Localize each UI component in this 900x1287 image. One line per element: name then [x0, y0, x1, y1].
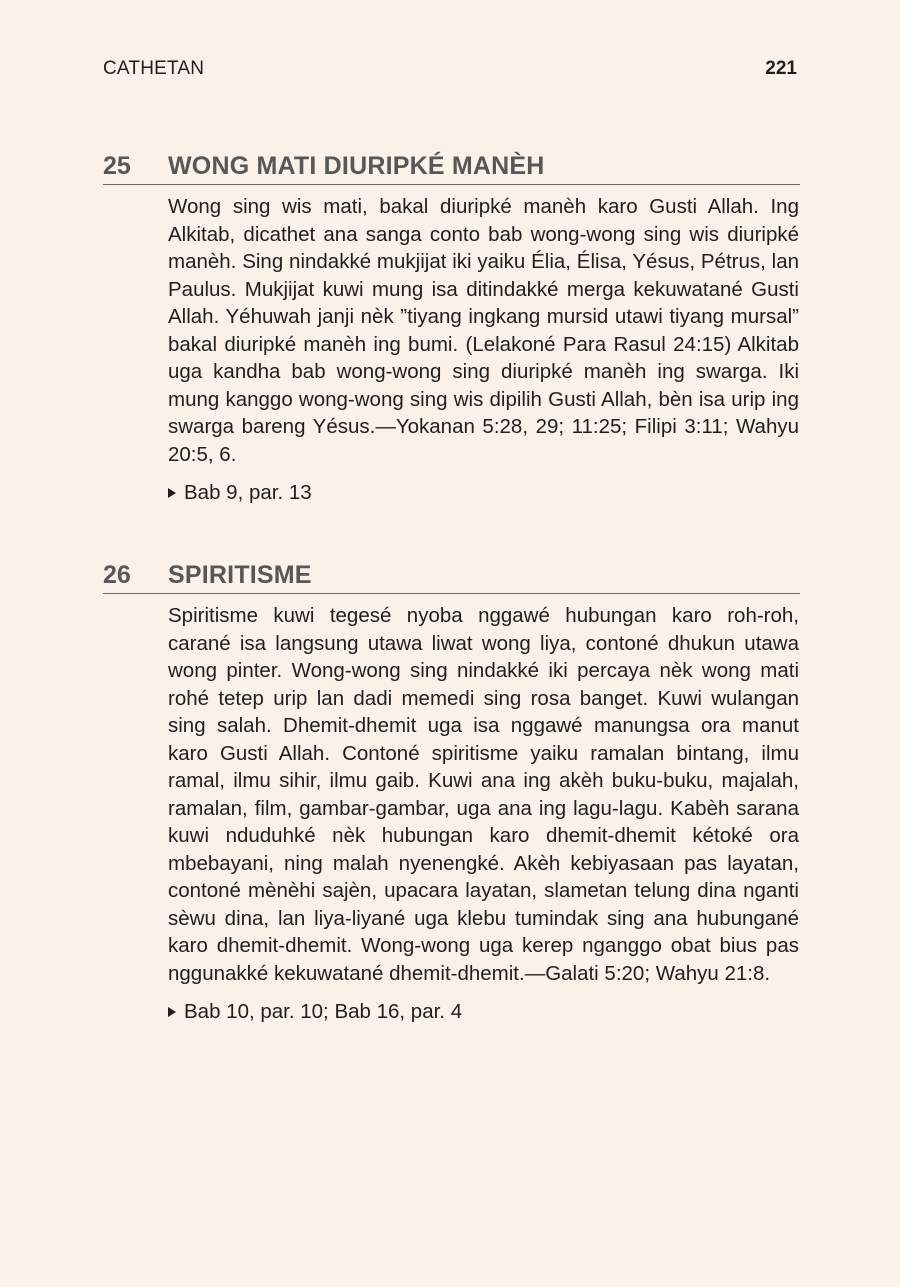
- cross-reference[interactable]: [168, 479, 800, 507]
- section-heading: [103, 152, 800, 185]
- cross-reference-text: Bab 10, par. 10; Bab 16, par. 4: [184, 1000, 463, 1023]
- section-body: Spiritisme kuwi tegesé nyoba nggawé hubungan karo roh-roh, carané isa langsung utawa liwat wong liya, contoné dhukun utawa wong pinter. Wong-wong sing nindakké iki percaya nèk wong mati rohé tetep urip lan dadi memedi sing rosa banget. Kuwi wulangan sing salah. Dhemit-dhemit uga isa nggawé manungsa ora manut karo Gusti Allah. Contoné spiritisme yaiku ramalan bintang, ilmu ramal, ilmu sihir, ilmu gaib. Kuwi ana ing akèh buku-buku, majalah, ramalan, film, gambar-gambar, uga ana ing lagu-lagu. Kabèh sarana kuwi nduduhké nèk hubungan karo dhemit-dhemit kétoké ora mbebayani, ning malah nyenengké. Akèh kebiyasaan pas layatan, contoné mènèhi sajèn, upacara layatan, slametan telung dina nganti sèwu dina, lan liya-liyané uga klebu tumindak sing ana hubungané karo dhemit-dhemit. Wong-wong uga kerep nganggo obat bius pas nggunakké kekuwatané dhemit-dhemit.—Galati 5:20; Wahyu 21:8.: [168, 604, 799, 985]
- section-title: WONG MATI DIURIPKÉ MANÈH: [168, 152, 545, 180]
- section-25: [103, 152, 800, 507]
- section-title: SPIRITISME: [168, 561, 312, 589]
- triangle-right-icon: [168, 1007, 176, 1017]
- section-body: Wong sing wis mati, bakal diuripké manèh karo Gusti Allah. Ing Alkitab, dicathet ana sanga conto bab wong-wong sing wis diuripké manèh. Sing nindakké mukjijat iki yaiku Élia, Élisa, Yésus, Pétrus, lan Paulus. Mukjijat kuwi mung isa ditindakké merga kekuwatané Gusti Allah. Yéhuwah janji nèk ”tiyang ingkang mursid utawi tiyang mursal” bakal diuripké manèh ing bumi. (Lelakoné Para Rasul 24:15) Alkitab uga kandha bab wong-wong sing diuripké manèh ing swarga. Iki mung kanggo wong-wong sing wis dipilih Gusti Allah, bèn isa urip ing swarga bareng Yésus.—Yokanan 5:28, 29; 11:25; Filipi 3:11; Wahyu 20:5, 6.: [168, 195, 799, 466]
- section-number: 26: [103, 561, 131, 589]
- section-heading: [103, 561, 800, 594]
- page-number: 221: [765, 58, 797, 79]
- running-head: [103, 58, 797, 84]
- running-title: CATHETAN: [103, 58, 205, 79]
- section-26: [103, 561, 800, 1026]
- cross-reference[interactable]: [168, 998, 800, 1026]
- triangle-right-icon: [168, 488, 176, 498]
- cross-reference-text: Bab 9, par. 13: [184, 481, 312, 504]
- section-number: 25: [103, 152, 131, 180]
